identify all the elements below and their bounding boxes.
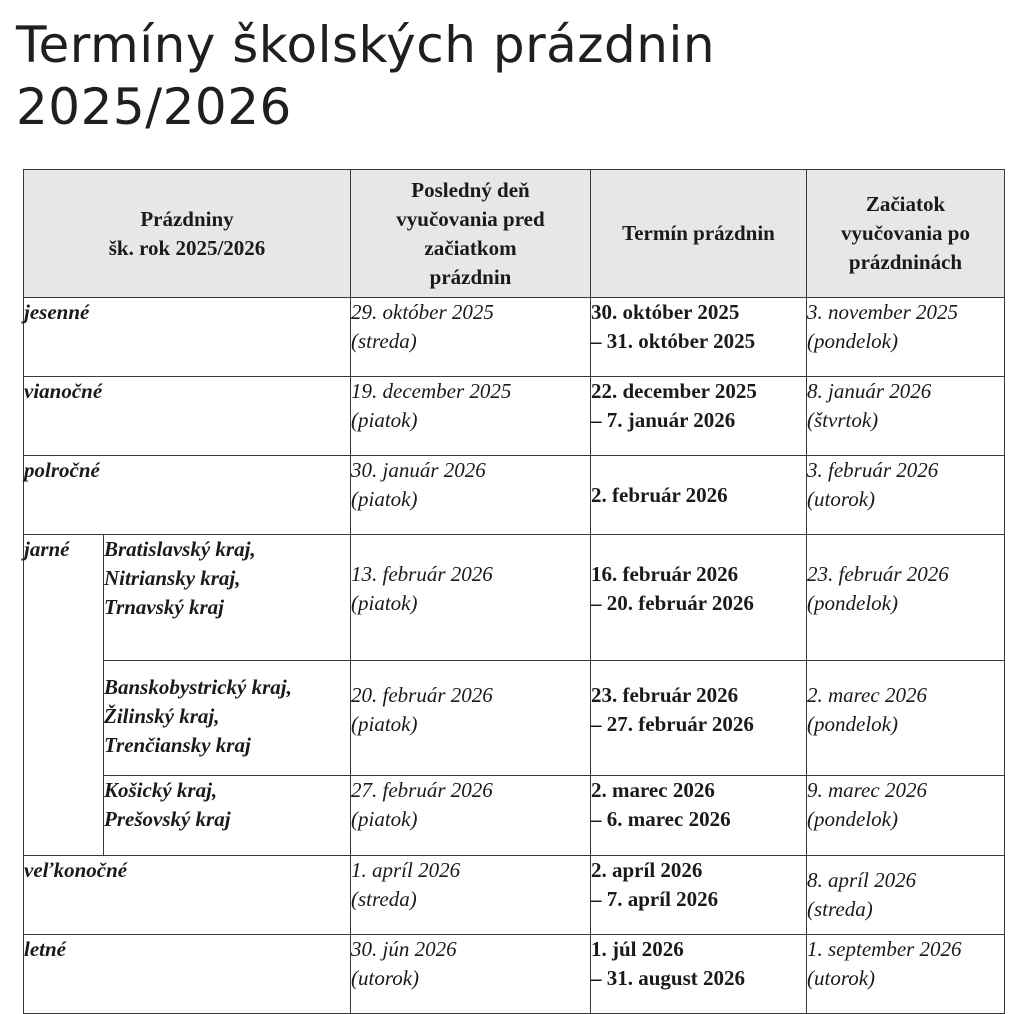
term-cell: 2. apríl 2026 – 7. apríl 2026 bbox=[591, 856, 807, 935]
last-day-cell: 19. december 2025 (piatok) bbox=[351, 377, 591, 456]
page-title-line-2: 2025/2026 bbox=[16, 78, 292, 136]
term-cell: 23. február 2026 – 27. február 2026 bbox=[591, 661, 807, 776]
category-cell: polročné bbox=[24, 456, 351, 535]
start-cell: 3. február 2026 (utorok) bbox=[807, 456, 1005, 535]
table-row bbox=[24, 661, 1005, 776]
last-day-cell: 30. jún 2026 (utorok) bbox=[351, 935, 591, 1014]
last-day-cell: 20. február 2026 (piatok) bbox=[351, 661, 591, 776]
start-cell: 1. september 2026 (utorok) bbox=[807, 935, 1005, 1014]
table-row bbox=[24, 776, 1005, 856]
term-cell: 1. júl 2026 – 31. august 2026 bbox=[591, 935, 807, 1014]
last-day-cell: 27. február 2026 (piatok) bbox=[351, 776, 591, 856]
category-cell: jesenné bbox=[24, 298, 351, 377]
category-cell: letné bbox=[24, 935, 351, 1014]
category-cell: veľkonočné bbox=[24, 856, 351, 935]
term-cell: 2. február 2026 bbox=[591, 456, 807, 535]
start-cell: 8. apríl 2026 (streda) bbox=[807, 856, 1005, 935]
header-term: Termín prázdnin bbox=[591, 170, 807, 298]
header-last-day: Posledný deň vyučovania pred začiatkom prázdnin bbox=[351, 170, 591, 298]
start-cell: 9. marec 2026 (pondelok) bbox=[807, 776, 1005, 856]
region-cell: Banskobystrický kraj, Žilinský kraj, Trenčiansky kraj bbox=[104, 661, 351, 776]
term-cell: 16. február 2026 – 20. február 2026 bbox=[591, 535, 807, 661]
header-start: Začiatok vyučovania po prázdninách bbox=[807, 170, 1005, 298]
table-row bbox=[24, 535, 1005, 661]
page-title bbox=[16, 14, 715, 138]
last-day-cell: 30. január 2026 (piatok) bbox=[351, 456, 591, 535]
last-day-cell: 29. október 2025 (streda) bbox=[351, 298, 591, 377]
holiday-schedule-table bbox=[23, 169, 1005, 1014]
term-cell: 2. marec 2026 – 6. marec 2026 bbox=[591, 776, 807, 856]
start-cell: 8. január 2026 (štvrtok) bbox=[807, 377, 1005, 456]
start-cell: 2. marec 2026 (pondelok) bbox=[807, 661, 1005, 776]
header-holidays: Prázdniny šk. rok 2025/2026 bbox=[24, 170, 351, 298]
table-row bbox=[24, 377, 1005, 456]
last-day-cell: 13. február 2026 (piatok) bbox=[351, 535, 591, 661]
page-title-line-1: Termíny školských prázdnin bbox=[16, 16, 716, 74]
category-cell: jarné bbox=[24, 535, 104, 776]
last-day-cell: 1. apríl 2026 (streda) bbox=[351, 856, 591, 935]
table-row bbox=[24, 456, 1005, 535]
category-cell: vianočné bbox=[24, 377, 351, 456]
term-cell: 22. december 2025 – 7. január 2026 bbox=[591, 377, 807, 456]
region-cell: Bratislavský kraj, Nitriansky kraj, Trnavský kraj bbox=[104, 535, 351, 661]
start-cell: 3. november 2025 (pondelok) bbox=[807, 298, 1005, 377]
table-row bbox=[24, 935, 1005, 1014]
region-cell: Košický kraj, Prešovský kraj bbox=[104, 776, 351, 856]
start-cell: 23. február 2026 (pondelok) bbox=[807, 535, 1005, 661]
table-row bbox=[24, 856, 1005, 935]
term-cell: 30. október 2025 – 31. október 2025 bbox=[591, 298, 807, 377]
table-row bbox=[24, 298, 1005, 377]
category-cell-empty bbox=[24, 776, 104, 856]
table-header-row bbox=[24, 170, 1005, 298]
